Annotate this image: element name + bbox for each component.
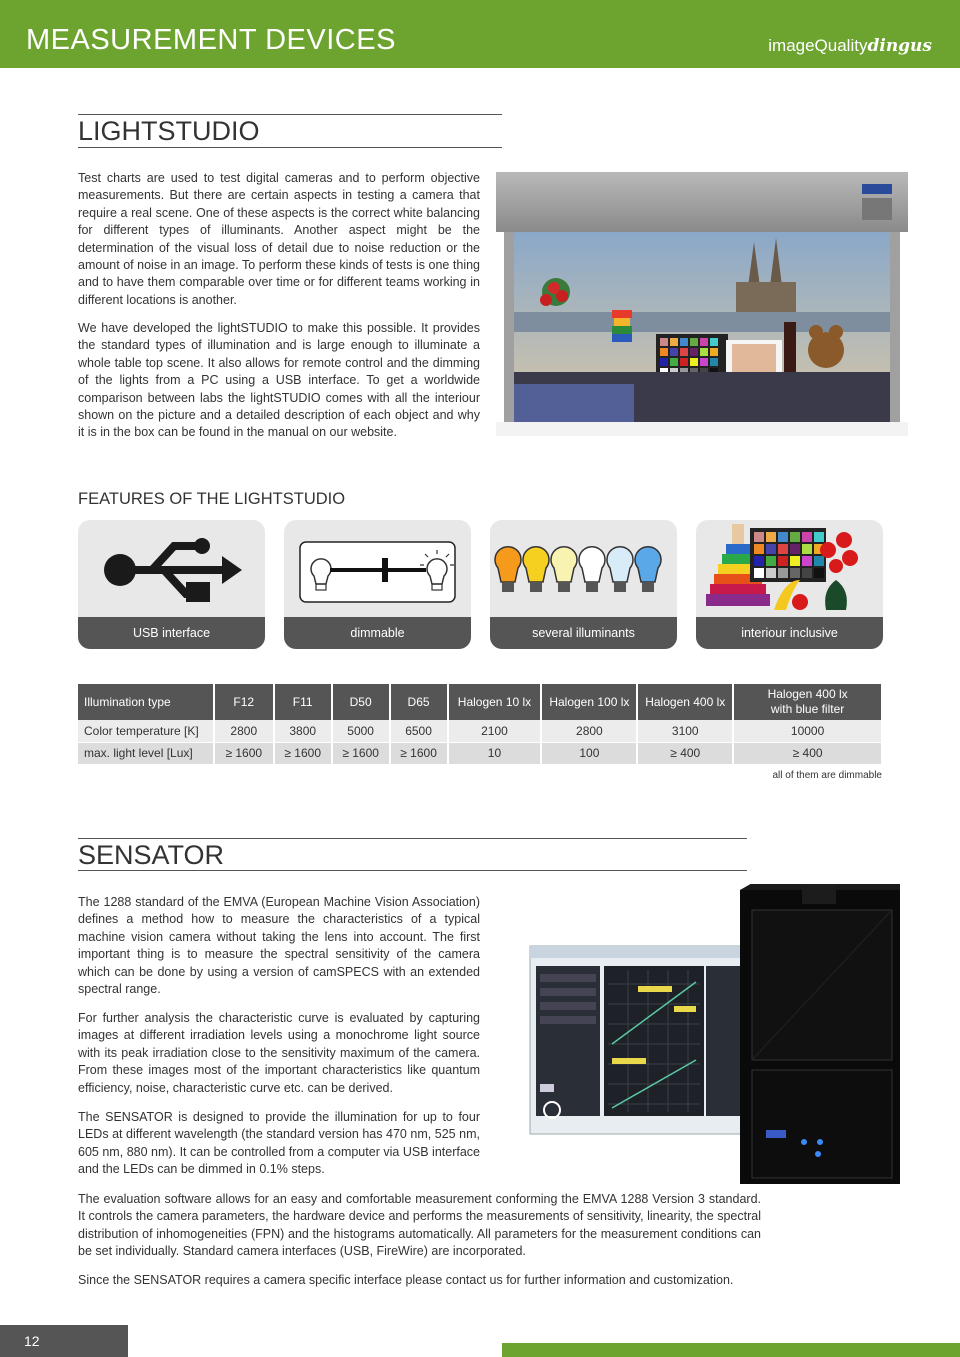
page-number: 12 [0, 1325, 128, 1357]
dimmer-icon [284, 520, 471, 617]
table-cell: 2100 [448, 720, 542, 742]
illumination-table [78, 684, 883, 765]
table-header: F11 [274, 684, 332, 720]
page-header [0, 0, 960, 68]
table-header-line1: Halogen 400 lx [767, 687, 848, 701]
table-header: D65 [390, 684, 448, 720]
brand-italic: dingus [867, 36, 932, 56]
table-header: Halogen 10 lx [448, 684, 542, 720]
table-header: F12 [214, 684, 274, 720]
feature-interiour [696, 520, 883, 649]
sensator-photo [528, 884, 900, 1184]
usb-icon [78, 520, 265, 617]
table-header-row [78, 684, 882, 720]
rule-bottom [78, 147, 502, 148]
table-cell: 10000 [733, 720, 882, 742]
table-header [733, 684, 882, 720]
table-header: Illumination type [78, 684, 214, 720]
table-cell: Color temperature [K] [78, 720, 214, 742]
lightstudio-photo [496, 172, 908, 436]
table-header: Halogen 100 lx [541, 684, 637, 720]
header-title: MEASUREMENT DEVICES [26, 24, 396, 56]
table-cell: 5000 [332, 720, 390, 742]
sensator-para-2: For further analysis the characteristic curve is evaluated by capturing images at different irradiation levels using a monochrome light source with its peak irradiation close to the sensitivity maximum of the camera. From these images most of the important characteristics like quantum efficiency, noise, characteristic curve etc. can be derived. [78, 1011, 480, 1095]
feature-label-usb: USB interface [78, 617, 265, 649]
table-cell: ≥ 400 [637, 742, 733, 764]
sensator-title: SENSATOR [78, 840, 225, 870]
table-cell: 3800 [274, 720, 332, 742]
table-row [78, 742, 882, 764]
table-cell: 10 [448, 742, 542, 764]
table-cell: ≥ 1600 [390, 742, 448, 764]
lightstudio-para-2: We have developed the lightSTUDIO to make this possible. It provides the standard types of illumination and is large enough to illuminate a whole table top scene. It also allows for remote control and the dimming of the lights from a PC using a USB interface. To get a worldwide comparison between labs the lightSTUDIO comes with all the interiour shown on the picture and a detailed description of each object and why it is in the box can be found in the manual on our website. [78, 321, 480, 440]
table-cell: ≥ 1600 [214, 742, 274, 764]
feature-label-dimmable: dimmable [284, 617, 471, 649]
feature-usb [78, 520, 265, 649]
bulbs-icon [490, 520, 677, 617]
table-cell: max. light level [Lux] [78, 742, 214, 764]
rule-bottom [78, 870, 747, 871]
objects-icon [696, 520, 883, 617]
sensator-para-5: Since the SENSATOR requires a camera specific interface please contact us for further information and customization. [78, 1273, 734, 1287]
footer-accent-bar [502, 1343, 960, 1357]
feature-illuminants [490, 520, 677, 649]
table-cell: 2800 [214, 720, 274, 742]
sensator-para-4: The evaluation software allows for an easy and comfortable measurement conforming the EMVA 1288 Version 3 standard. It controls the camera parameters, the hardware device and performs the measurements of sensitivity, linearity, the spectral distribution of inhomogeneities (FPN) and the histograms automatically. All parameters for the measurement conditions can be set individually. Standard camera interfaces (USB, FireWire) are incorporated. [78, 1192, 761, 1259]
feature-dimmable [284, 520, 471, 649]
brand-plain: imageQuality [768, 36, 868, 55]
table-cell: 100 [541, 742, 637, 764]
rule-top [78, 838, 747, 839]
table-cell: ≥ 1600 [274, 742, 332, 764]
lightstudio-para-1: Test charts are used to test digital cameras and to perform objective measurements. But there are certain aspects in testing a camera that require a real scene. One of these aspects is the correct white balancing for different types of illuminants. Another aspect might be the determination of the visual loss of detail due to noise reduction or the amount of noise in an image. To perform these kinds of tests is one thing and to have them comparable over time or for different teams working in different locations is another. [78, 171, 480, 307]
rule-top [78, 114, 502, 115]
table-header: Halogen 400 lx [637, 684, 733, 720]
table-cell: ≥ 400 [733, 742, 882, 764]
features-title: FEATURES OF THE LIGHTSTUDIO [78, 490, 346, 508]
table-cell: 6500 [390, 720, 448, 742]
table-header-line2: with blue filter [770, 702, 845, 716]
brand-logo [768, 36, 932, 56]
table-cell: 3100 [637, 720, 733, 742]
lightstudio-title: LIGHTSTUDIO [78, 116, 260, 146]
table-note: all of them are dimmable [772, 770, 882, 781]
table-row [78, 720, 882, 742]
sensator-para-1: The 1288 standard of the EMVA (European Machine Vision Association) defines a method how to measure the characteristics of a typical machine vision camera without taking the lens into account. The first important thing is to measure the spectral sensitivity of the camera which can be done by using a version of camSPECS with an extended spectral range. [78, 895, 480, 997]
feature-label-interiour: interiour inclusive [696, 617, 883, 649]
table-cell: ≥ 1600 [332, 742, 390, 764]
sensator-para-3: The SENSATOR is designed to provide the illumination for up to four LEDs at different wavelength (the standard version has 470 nm, 525 nm, 605 nm, 880 nm). It can be controlled from a computer via USB interface and the LEDs can be dimmed in 0.1% steps. [78, 1110, 480, 1177]
table-header: D50 [332, 684, 390, 720]
feature-label-illuminants: several illuminants [490, 617, 677, 649]
table-cell: 2800 [541, 720, 637, 742]
